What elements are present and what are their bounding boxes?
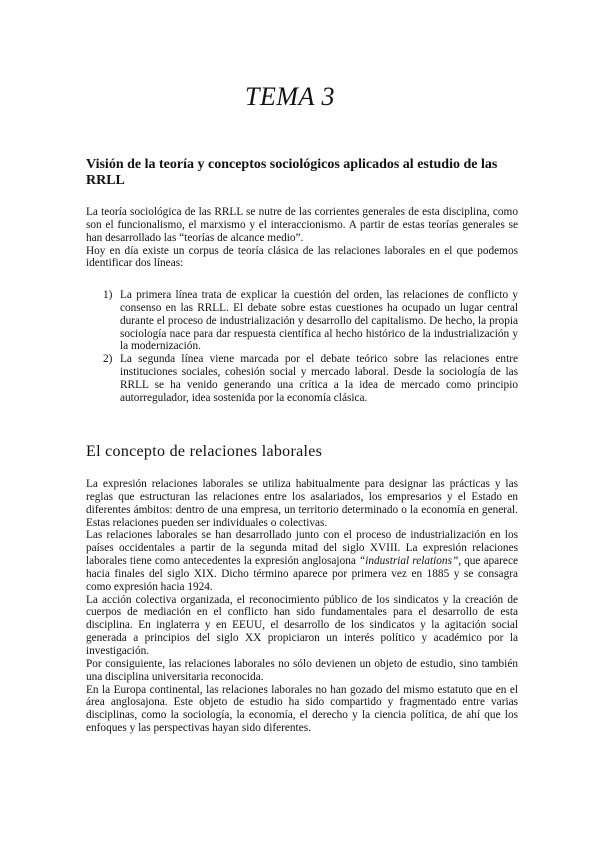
list-text: La segunda línea viene marcada por el debate teórico sobre las relaciones entre instituciones sociales, cohesión social y mercado laboral. Desde la sociología de las RRLL se ha venido generando una crítica a la idea de mercado como principio autorregulador, idea sostenida por la economía clásica. — [120, 353, 518, 404]
italic-term: “industrial relations” — [358, 555, 459, 568]
paragraph: En la Europa continental, las relaciones laborales no han gozado del mismo estatuto que en el área anglosajona. Este objeto de estudio ha sido compartido y fragmentado entre varias disciplinas, como la sociología, la economía, el derecho y la ciencia política, de ahí que los enfoques y las perspectivas hayan sido diferentes. — [86, 683, 518, 735]
numbered-list — [103, 289, 518, 405]
paragraph: La teoría sociológica de las RRLL se nutre de las corrientes generales de esta disciplina, como son el funcionalismo, el marxismo y el interaccionismo. A partir de estas teorías generales se han desarrollado las “teorías de alcance medio”. — [86, 206, 518, 244]
text-run: Las relaciones laborales se han desarrollado junto con el proceso de industrialización en los países occidentales a partir de la segunda mitad del siglo XVIII. La expresión relaciones laborales tiene como antecedentes la expresión anglosajona — [86, 529, 518, 568]
list-item — [103, 353, 518, 404]
section-heading-concepto: El concepto de relaciones laborales — [86, 443, 323, 460]
page-title: TEMA 3 — [245, 82, 335, 111]
section-heading-vision: Visión de la teoría y conceptos sociológicos aplicados al estudio de las RRLL — [86, 157, 498, 188]
paragraph: La expresión relaciones laborales se utiliza habitualmente para designar las prácticas y las reglas que estructuran las relaciones entre los asalariados, los empresarios y el Estado en diferentes ámbitos: dentro de una empresa, un territorio determinado o la economía en general. Estas relaciones pueden ser individuales o colectivas. — [86, 478, 518, 529]
paragraph: Por consiguiente, las relaciones laborales no sólo devienen un objeto de estudio, sino también una disciplina universitaria reconocida. — [86, 657, 518, 683]
intro-text — [86, 206, 518, 270]
list-number: 2) — [103, 353, 113, 366]
list-text: La primera línea trata de explicar la cuestión del orden, las relaciones de conflicto y consenso en las RRLL. El debate sobre estas cuestiones ha ocupado un lugar central durante el proceso de industrialización y desarrollo del capitalismo. De hecho, la propia sociología nace para dar respuesta científica al hecho histórico de la industrialización y la modernización. — [120, 289, 518, 353]
list-number: 1) — [103, 289, 113, 301]
paragraph: La acción colectiva organizada, el reconocimiento público de los sindicatos y la creación de cuerpos de mediación en el conflicto han sido fundamentales para el desarrollo de esta disciplina. En inglaterra y en EEUU, el desarrollo de los sindicatos y la agitación social generada a principios del siglo XX propiciaron un interés político y académico por la investigación. — [86, 593, 518, 657]
paragraph — [86, 529, 518, 593]
list-item — [103, 289, 518, 353]
paragraph: Hoy en día existe un corpus de teoría clásica de las relaciones laborales en el que podemos identificar dos líneas: — [86, 244, 518, 270]
text-run: , que aparece hacia finales del siglo XIX. Dicho término aparece por primera vez en 1885 y se consagra como expresión hacia 1924. — [86, 555, 518, 593]
section-body — [86, 478, 518, 735]
